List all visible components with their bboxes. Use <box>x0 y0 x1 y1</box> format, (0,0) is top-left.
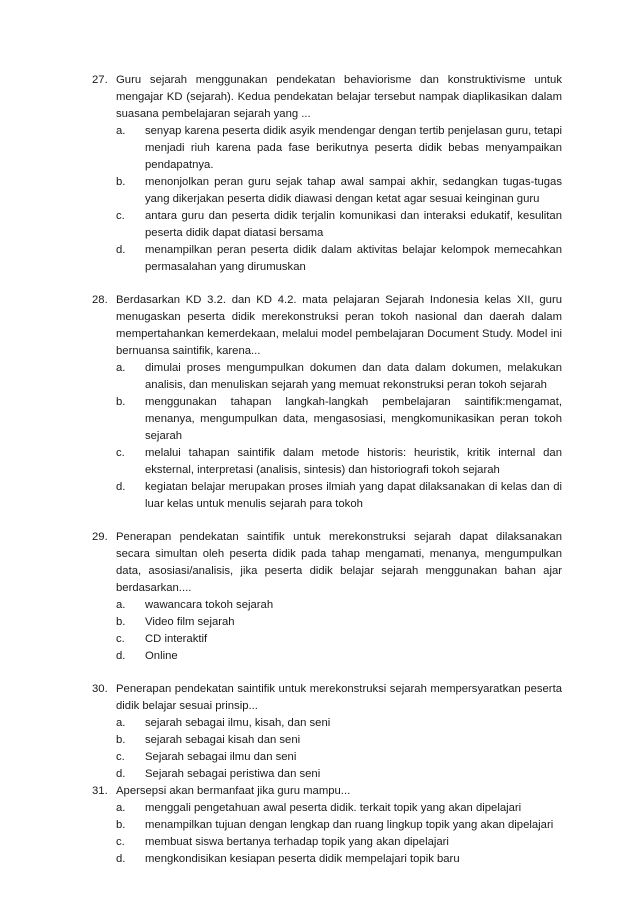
option-text: menonjolkan peran guru sejak tahap awal sampai akhir, sedangkan tugas-tugas yang dikerjakan peserta didik diawasi dengan ketat agar sesuai keinginan guru <box>145 176 562 205</box>
option-letter: c. <box>116 751 125 763</box>
option-text: Sejarah sebagai ilmu dan seni <box>145 751 297 763</box>
option-text: kegiatan belajar merupakan proses ilmiah yang dapat dilaksanakan di kelas dan di luar kelas untuk menulis sejarah para tokoh <box>145 481 562 510</box>
option-d <box>116 766 562 783</box>
option-letter: d. <box>116 768 126 780</box>
option-c <box>116 749 562 766</box>
option-text: menampilkan tujuan dengan lengkap dan ruang lingkup topik yang akan dipelajari <box>145 819 554 831</box>
option-letter: a. <box>116 362 126 374</box>
option-text: Video film sejarah <box>145 616 235 628</box>
option-b <box>116 394 562 445</box>
option-a <box>116 123 562 174</box>
option-text: Online <box>145 650 178 662</box>
option-text: wawancara tokoh sejarah <box>145 599 274 611</box>
question-stem: Penerapan pendekatan saintifik untuk merekonstruksi sejarah dapat dilaksanakan secara simultan oleh peserta didik pada tahap mengamati, menanya, mengumpulkan data, asosiasi/analisis, jika peserta didik belajar sejarah menggunakan bahan ajar berdasarkan.... <box>116 531 562 594</box>
question-stem: Penerapan pendekatan saintifik untuk merekonstruksi sejarah mempersyaratkan peserta didik belajar sesuai prinsip... <box>116 683 562 712</box>
option-letter: a. <box>116 125 126 137</box>
option-d <box>116 648 562 665</box>
option-a <box>116 597 562 614</box>
question-29 <box>92 529 562 665</box>
option-letter: b. <box>116 176 126 188</box>
option-letter: b. <box>116 396 126 408</box>
option-letter: b. <box>116 734 126 746</box>
question-number: 29. <box>92 531 108 543</box>
option-text: membuat siswa bertanya terhadap topik yang akan dipelajari <box>145 836 449 848</box>
option-d <box>116 479 562 513</box>
option-text: dimulai proses mengumpulkan dokumen dan data dalam dokumen, melakukan analisis, dan menuliskan sejarah yang memuat rekonstruksi peran tokoh sejarah <box>145 362 562 391</box>
question-stem: Apersepsi akan bermanfaat jika guru mampu... <box>116 785 351 797</box>
option-text: menampilkan peran peserta didik dalam aktivitas belajar kelompok memecahkan permasalahan yang dirumuskan <box>145 244 562 273</box>
option-a <box>116 715 562 732</box>
option-text: mengkondisikan kesiapan peserta didik mempelajari topik baru <box>145 853 460 865</box>
question-number: 27. <box>92 74 108 86</box>
option-letter: c. <box>116 210 125 222</box>
option-c <box>116 208 562 242</box>
option-text: senyap karena peserta didik asyik mendengar dengan tertib penjelasan guru, tetapi menjadi riuh karena pada fase berikutnya peserta didik bebas menyampaikan pendapatnya. <box>145 125 563 171</box>
option-b <box>116 174 562 208</box>
option-d <box>116 851 562 868</box>
option-letter: a. <box>116 717 126 729</box>
question-27 <box>92 72 562 276</box>
question-28 <box>92 292 562 513</box>
option-text: menggali pengetahuan awal peserta didik. terkait topik yang akan dipelajari <box>145 802 522 814</box>
question-number: 31. <box>92 785 108 797</box>
question-stem: Berdasarkan KD 3.2. dan KD 4.2. mata pelajaran Sejarah Indonesia kelas XII, guru menugaskan peserta didik merekonstruksi peran tokoh nasional dan daerah dalam mempertahankan kemerdekaan, melalui model pembelajaran Document Study. Model ini bernuansa saintifik, karena... <box>116 294 562 357</box>
document-page <box>92 72 562 868</box>
option-letter: d. <box>116 244 126 256</box>
option-a <box>116 360 562 394</box>
option-letter: b. <box>116 819 126 831</box>
option-text: Sejarah sebagai peristiwa dan seni <box>145 768 321 780</box>
question-number: 28. <box>92 294 108 306</box>
option-c <box>116 631 562 648</box>
option-b <box>116 614 562 631</box>
option-text: melalui tahapan saintifik dalam metode historis: heuristik, kritik internal dan eksternal, interpretasi (analisis, sintesis) dan historiografi tokoh sejarah <box>145 447 562 476</box>
option-b <box>116 817 562 834</box>
option-text: CD interaktif <box>145 633 208 645</box>
option-letter: d. <box>116 853 126 865</box>
option-letter: c. <box>116 447 125 459</box>
option-letter: a. <box>116 802 126 814</box>
option-b <box>116 732 562 749</box>
option-text: antara guru dan peserta didik terjalin komunikasi dan interaksi edukatif, kesulitan peserta didik dapat diatasi bersama <box>145 210 562 239</box>
option-letter: c. <box>116 836 125 848</box>
option-letter: a. <box>116 599 126 611</box>
option-letter: b. <box>116 616 126 628</box>
question-31 <box>92 783 562 868</box>
option-letter: d. <box>116 481 126 493</box>
option-letter: d. <box>116 650 126 662</box>
option-text: sejarah sebagai ilmu, kisah, dan seni <box>145 717 331 729</box>
question-number: 30. <box>92 683 108 695</box>
option-letter: c. <box>116 633 125 645</box>
option-text: sejarah sebagai kisah dan seni <box>145 734 301 746</box>
question-stem: Guru sejarah menggunakan pendekatan behaviorisme dan konstruktivisme untuk mengajar KD (sejarah). Kedua pendekatan belajar tersebut nampak diaplikasikan dalam suasana pembelajaran sejarah yang ... <box>116 74 562 120</box>
option-text: menggunakan tahapan langkah-langkah pembelajaran saintifik:mengamat, menanya, mengumpulkan data, mengasosiasi, mengkomunikasikan peran tokoh sejarah <box>145 396 562 442</box>
option-a <box>116 800 562 817</box>
question-30 <box>92 681 562 783</box>
option-c <box>116 834 562 851</box>
option-d <box>116 242 562 276</box>
option-c <box>116 445 562 479</box>
